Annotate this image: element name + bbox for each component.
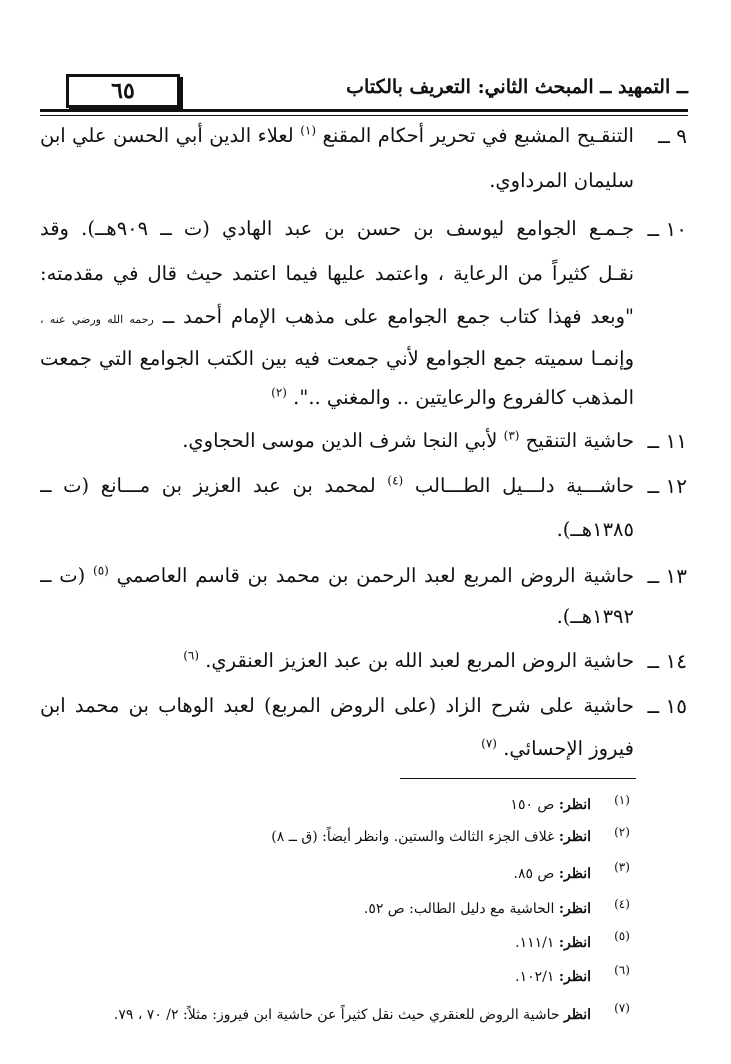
footnote-text: انظر: غلاف الجزء الثالث والستين. وانظر أيضاً: (ق ــ ٨): [271, 829, 591, 845]
item-line: نقـل كثيراً من الرعاية ، واعتمد عليها فيما اعتمد حيث قال في مقدمته:: [40, 262, 634, 285]
item-number: ١٤ ــ: [647, 649, 687, 673]
footnote-text: انظر: الحاشية مع دليل الطالب: ص ٥٢.: [363, 901, 591, 917]
item-line: حاشـــية دلـــيل الطـــالب $^{(٤)}$ لمحمد بن عبد العزيز بن مـــانع (ت ــ: [40, 473, 634, 497]
item-line: فيروز الإحسائي. $^{(٧)}$: [481, 736, 634, 760]
header-rule: [40, 109, 688, 112]
item-number: ٩ ــ: [658, 124, 687, 148]
footnote-text: انظر: ١١١/١.: [515, 935, 591, 951]
footnote-text: انظر حاشية الروض للعنقري حيث نقل كثيراً عن حاشية ابن فيروز: مثلاً: ٢/ ٧٠ ، ٧٩.: [113, 1007, 591, 1023]
item-line: حاشية التنقيح $^{(٣)}$ لأبي النجا شرف الدين موسى الحجاوي.: [182, 428, 634, 452]
footnote-marker: (٤): [614, 897, 630, 911]
footnote-rule: [400, 778, 636, 779]
item-line: المذهب كالفروع والرعايتين .. والمغني ..". $^{(٢)}$: [271, 385, 634, 409]
footnote-marker: (١): [614, 793, 630, 807]
footnote-marker: (٧): [614, 1001, 630, 1015]
item-line: حاشية الروض المربع لعبد الله بن عبد العزيز العنقري. $^{(٦)}$: [183, 648, 634, 672]
item-number: ١٠ ــ: [647, 217, 687, 241]
footnote-text: انظر: ص ٨٥.: [513, 866, 591, 882]
footnote-text: انظر: ١٠٢/١.: [515, 969, 591, 985]
item-line: سليمان المرداوي.: [489, 169, 634, 192]
footnote-text: انظر: ص ١٥٠: [510, 797, 591, 813]
item-number: ١٥ ــ: [647, 694, 687, 718]
item-number: ١٣ ــ: [647, 564, 687, 588]
header-title: ــ التمهيد ــ المبحث الثاني: التعريف بالكتاب: [346, 76, 688, 98]
item-number: ١١ ــ: [647, 429, 687, 453]
item-line: "وبعد فهذا كتاب جمع الجوامع على مذهب الإمام أحمد ــ رحمه الله ورضي عنه ،: [40, 305, 634, 328]
item-line: التنقـيح المشبع في تحرير أحكام المقنع $^{(١)}$ لعلاء الدين أبي الحسن علي ابن: [40, 123, 634, 147]
item-line: جـمـع الجوامع ليوسف بن حسن بن عبد الهادي (ت ــ ٩٠٩هــ). وقد: [40, 217, 634, 240]
item-number: ١٢ ــ: [647, 474, 687, 498]
item-line: حاشية الروض المربع لعبد الرحمن بن محمد بن قاسم العاصمي $^{(٥)}$ (ت ــ: [40, 563, 634, 587]
page-number: ٦٥: [66, 74, 180, 108]
item-line: وإنمـا سميته جمع الجوامع لأني جمعت فيه بين الكتب الجوامع التي جمعت: [40, 347, 634, 370]
footnote-marker: (٢): [614, 825, 630, 839]
running-header: [40, 74, 688, 110]
item-line: حاشية على شرح الزاد (على الروض المربع) لعبد الوهاب بن محمد ابن: [40, 694, 634, 717]
item-line: ١٣٩٢هــ).: [556, 605, 634, 628]
item-line: ١٣٨٥هــ).: [556, 518, 634, 541]
footnote-marker: (٥): [614, 929, 630, 943]
header-rule-thin: [40, 115, 688, 116]
footnote-marker: (٣): [614, 860, 630, 874]
footnote-marker: (٦): [614, 963, 630, 977]
